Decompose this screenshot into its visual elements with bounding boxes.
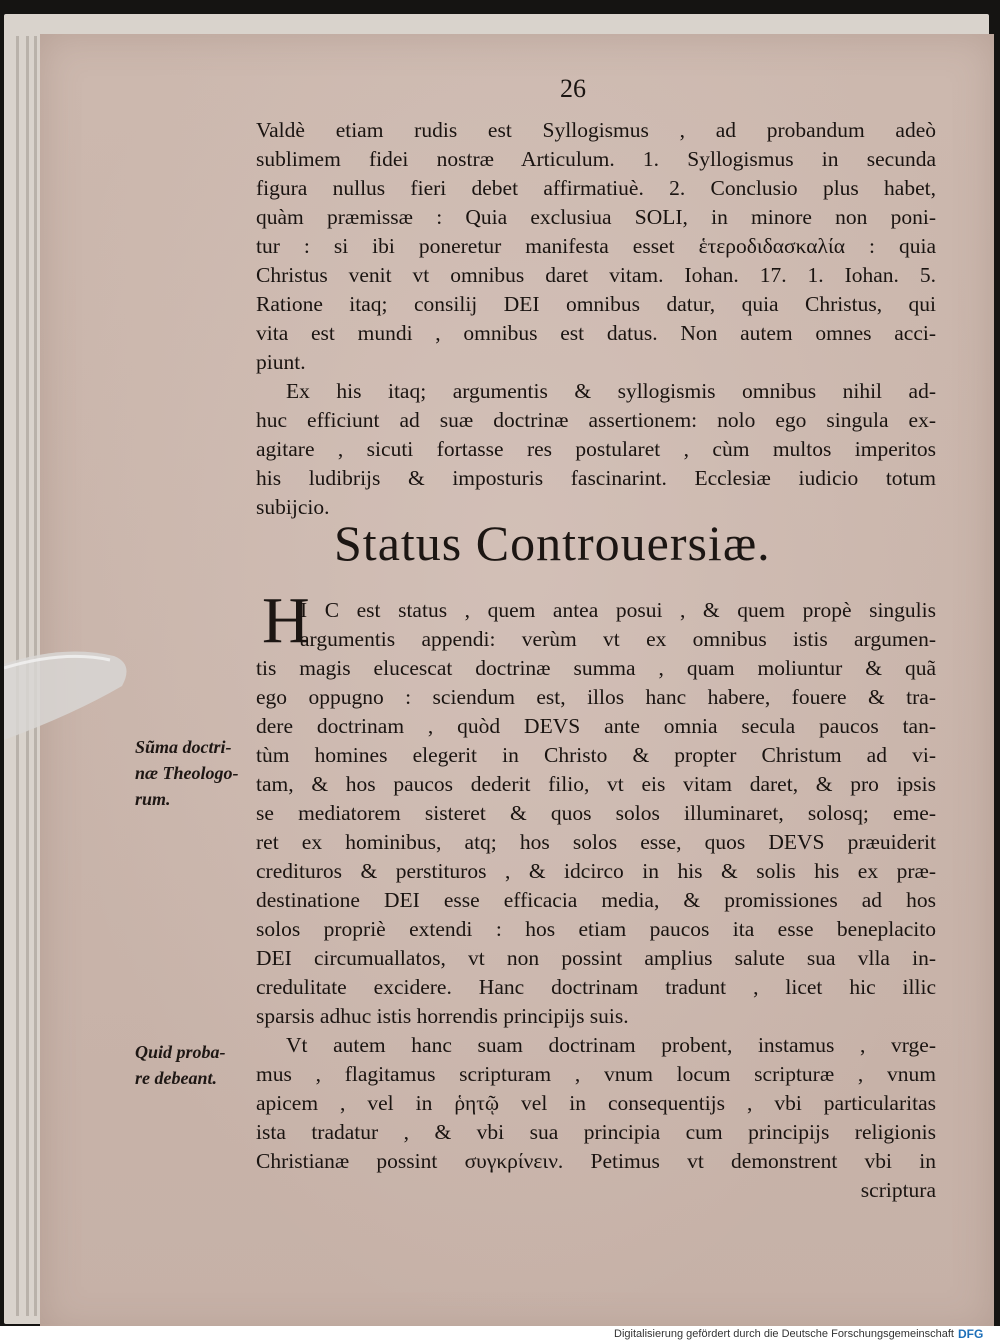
footer-credit: Digitalisierung gefördert durch die Deutsche Forschungsgemeinschaft <box>614 1328 954 1340</box>
page-stack <box>4 14 989 1324</box>
text-line: argumentis appendi: verùm vt ex omnibus istis argumen- <box>300 627 936 651</box>
paragraph-4 <box>256 1031 936 1205</box>
margin-note-line: re debeant. <box>135 1068 217 1088</box>
text-line: figura nullus fieri debet affirmatiuè. 2. Conclusio plus habet, <box>256 176 936 200</box>
text-line: agitare , sicuti fortasse res postularet , cùm multos imperitos <box>256 437 936 461</box>
section-heading: Status Controuersiæ. <box>334 515 771 571</box>
clip-icon <box>4 634 134 754</box>
footer-bar <box>0 1326 1000 1344</box>
text-line: Ex his itaq; argumentis & syllogismis omnibus nihil ad- <box>286 379 936 403</box>
page-number: 26 <box>560 74 586 103</box>
drop-cap: H <box>262 584 310 657</box>
text-line: subijcio. <box>256 495 330 519</box>
margin-note-line: Sũma doctri- <box>135 737 232 757</box>
text-line: mus , flagitamus scripturam , vnum locum scripturæ , vnum <box>256 1062 936 1086</box>
text-line: tam, & hos paucos dederit filio, vt eis vitam daret, & pro ipsis <box>256 772 936 796</box>
text-line: Christus venit vt omnibus daret vitam. Iohan. 17. 1. Iohan. 5. <box>256 263 936 287</box>
paragraph-2 <box>256 377 936 522</box>
text-line: dere doctrinam , quòd DEVS ante omnia secula paucos tan- <box>256 714 936 738</box>
text-line: vita est mundi , omnibus est datus. Non autem omnes acci- <box>256 321 936 345</box>
text-line: se mediatorem sisteret & quos solos illuminaret, solosq; eme- <box>256 801 936 825</box>
text-line: sparsis adhuc istis horrendis principijs suis. <box>256 1004 629 1028</box>
text-line: quàm præmissæ : Quia exclusiua SOLI, in minore non poni- <box>256 205 936 229</box>
text-line: credituros & perstituros , & idcirco in his & solis his ex præ- <box>256 859 936 883</box>
text-line: apicem , vel in ῥητῷ vel in consequentijs , vbi particularitas <box>256 1091 936 1115</box>
text-line: destinatione DEI esse efficacia media, & promissiones ad hos <box>256 888 936 912</box>
text-line: ret ex hominibus, atq; hos solos esse, quos DEVS præuiderit <box>256 830 936 854</box>
text-line: solos propriè extendi : hos etiam paucos ita esse beneplacito <box>256 917 936 941</box>
text-line: DEI circumuallatos, vt non possint amplius salute sua vlla in- <box>256 946 936 970</box>
text-line: Vt autem hanc suam doctrinam probent, instamus , vrge- <box>286 1033 936 1057</box>
text-line: his ludibrijs & imposturis fascinarint. Ecclesiæ iudicio totum <box>256 466 936 490</box>
text-line: piunt. <box>256 350 306 374</box>
text-line: Ratione itaq; consilij DEI omnibus datur, quia Christus, qui <box>256 292 936 316</box>
catchword: scriptura <box>860 1178 936 1202</box>
margin-note-line: Quid proba- <box>135 1042 226 1062</box>
text-line: credulitate excidere. Hanc doctrinam tradunt , licet hic illic <box>256 975 936 999</box>
scanned-page <box>40 34 994 1334</box>
margin-note <box>135 1039 265 1091</box>
text-line: sublimem fidei nostræ Articulum. 1. Syllogismus in secunda <box>256 147 936 171</box>
text-line: huc efficiunt ad suæ doctrinæ assertionem: nolo ego singula ex- <box>256 408 936 432</box>
margin-note <box>135 734 265 812</box>
text-line: ego oppugno : sciendum est, illos hanc habere, fouere & tra- <box>256 685 936 709</box>
text-line: tùm homines elegerit in Christo & propter Christum ad vi- <box>256 743 936 767</box>
margin-note-line: rum. <box>135 789 171 809</box>
text-line: Christianæ possint συγκρίνειν. Petimus vt demonstrent vbi in <box>256 1149 936 1173</box>
text-line: ista tradatur , & vbi sua principia cum principijs religionis <box>256 1120 936 1144</box>
text-line: I C est status , quem antea posui , & quem propè singulis <box>300 598 936 622</box>
paragraph-1 <box>256 116 936 377</box>
margin-note-line: næ Theologo- <box>135 763 239 783</box>
text-line: tis magis elucescat doctrinæ summa , quam moliuntur & quã <box>256 656 936 680</box>
dfg-logo: DFG <box>958 1327 984 1341</box>
paragraph-3 <box>256 596 936 1031</box>
text-line: tur : si ibi poneretur manifesta esset ἑτεροδιδασκαλία : quia <box>256 234 936 258</box>
text-line: Valdè etiam rudis est Syllogismus , ad probandum adeò <box>256 118 936 142</box>
